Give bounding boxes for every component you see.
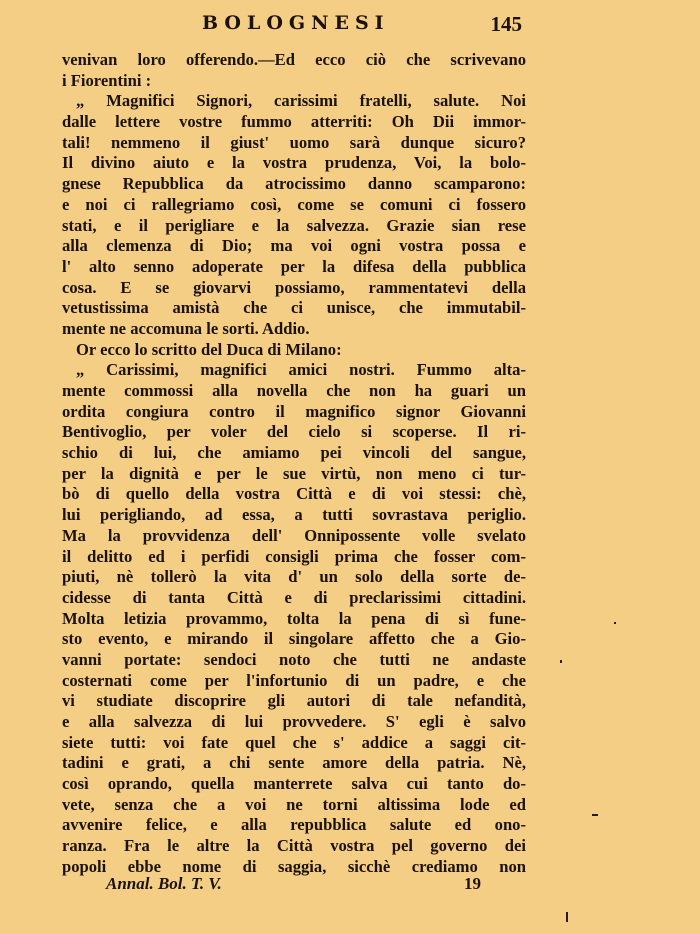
ink-speck xyxy=(614,622,616,624)
ink-speck xyxy=(592,814,598,816)
text-line: Ma la provvidenza dell' Onnipossente volle svelato xyxy=(62,525,526,545)
page-number: 145 xyxy=(490,12,522,36)
text-line: per la dignità e per le sue virtù, non meno ci tur- xyxy=(62,463,526,483)
text-line: vetustissima amistà che ci unisce, che immutabil- xyxy=(62,298,526,318)
text-line: Bentivoglio, per voler del cielo si scoperse. Il ri- xyxy=(62,422,526,442)
text-line: stati, e il perigliare e la salvezza. Grazie sian rese xyxy=(62,215,526,235)
page-footer xyxy=(62,874,526,898)
text-line: gnese Repubblica da atrocissimo danno scamparono: xyxy=(62,174,526,194)
text-line: cosa. E se giovarvi possiamo, rammentatevi della xyxy=(62,277,526,297)
text-line: popoli ebbe nome di saggia, sicchè crediamo non xyxy=(62,856,526,876)
running-head-title: BOLOGNESI xyxy=(202,12,390,34)
text-line: siete tutti: voi fate quel che s' addice a saggi cit- xyxy=(62,732,526,752)
text-line: mente commossi alla novella che non ha guari un xyxy=(62,381,526,400)
text-line: vete, senza che a voi ne torni altissima lode ed xyxy=(62,794,526,814)
text-line: schio di lui, che amiamo pei vincoli del sangue, xyxy=(62,443,526,463)
text-line: piuti, nè tollerò la vita d' un solo della sorte de- xyxy=(62,567,526,587)
text-line: lui perigliando, ad essa, a tutti sovrastava periglio. xyxy=(62,505,526,525)
text-line: venivan loro offerendo.—Ed ecco ciò che scrivevano xyxy=(62,50,526,69)
text-line: ordita congiura contro il magnifico signor Giovanni xyxy=(62,401,526,421)
text-line: avvenire felice, e alla repubblica salute ed ono- xyxy=(62,815,526,835)
text-line: cidesse di tanta Città e di preclarissimi cittadini. xyxy=(62,587,526,607)
text-line: mente ne accomuna le sorti. Addio. xyxy=(62,318,310,338)
ink-speck xyxy=(560,660,562,663)
text-line: e alla salvezza di lui provvedere. S' egli è salvo xyxy=(62,712,526,731)
text-line: tadini e grati, a chi sente amore della patria. Nè, xyxy=(62,753,526,773)
text-line: „ Magnifici Signori, carissimi fratelli, salute. Noi xyxy=(76,91,526,111)
text-line: i Fiorentini : xyxy=(62,70,152,90)
text-line: dalle lettere vostre fummo atterriti: Oh Dii immor- xyxy=(62,112,526,132)
text-line: tali! nemmeno il giust' uomo sarà dunque sicuro? xyxy=(62,132,526,152)
text-line: costernati come per l'infortunio di un padre, e che xyxy=(62,670,526,690)
text-line: bò di quello della vostra Città e di voi stessi: chè, xyxy=(62,484,526,504)
text-line: vanni portate: sendoci noto che tutti ne andaste xyxy=(62,649,526,669)
text-line: e noi ci rallegriamo così, come se comuni ci fossero xyxy=(62,194,526,214)
text-line: Or ecco lo scritto del Duca di Milano: xyxy=(76,339,342,359)
text-line: il delitto ed i perfidi consigli prima che fosser com- xyxy=(62,546,526,566)
signature-mark: Annal. Bol. T. V. xyxy=(106,874,222,893)
text-line: Molta letizia provammo, tolta la pena di sì fune- xyxy=(62,608,526,628)
text-line: sto evento, e mirando il singolare affetto che a Gio- xyxy=(62,629,526,649)
ink-speck xyxy=(566,912,568,922)
text-line: l' alto senno adoperate per la difesa della pubblica xyxy=(62,256,526,276)
text-line: vi studiate discoprire gli autori di tale nefandità, xyxy=(62,691,526,711)
text-line: Il divino aiuto e la vostra prudenza, Voi, la bolo- xyxy=(62,153,526,173)
running-head xyxy=(62,12,522,38)
text-line: „ Carissimi, magnifici amici nostri. Fummo alta- xyxy=(76,360,526,380)
sheet-number: 19 xyxy=(464,874,481,893)
body-text xyxy=(62,50,526,878)
text-line: ranza. Fra le altre la Città vostra pel governo dei xyxy=(62,836,526,856)
text-line: così oprando, quella manterrete salva cui tanto do- xyxy=(62,774,526,794)
text-line: alla clemenza di Dio; ma voi ogni vostra possa e xyxy=(62,236,526,256)
